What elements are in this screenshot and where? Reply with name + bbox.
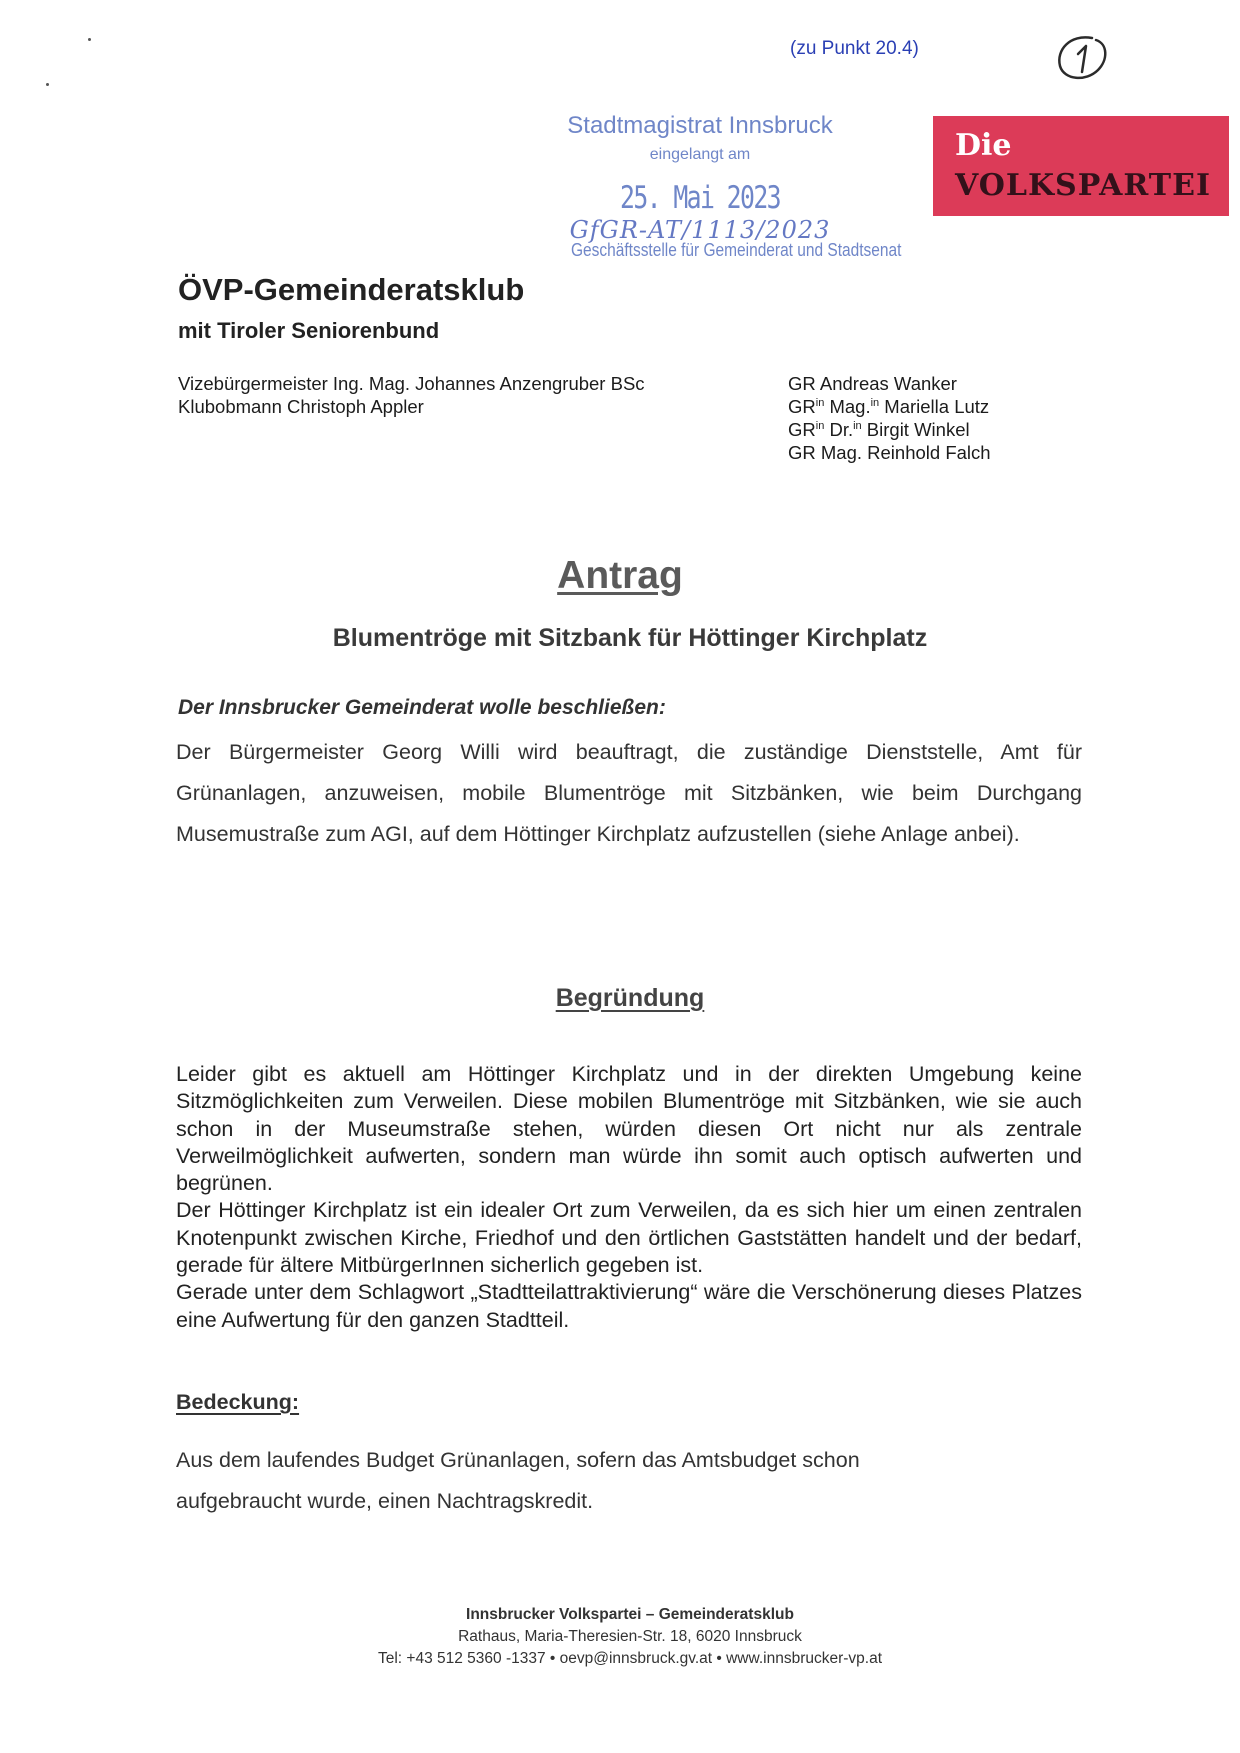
document-title: Antrag (557, 554, 683, 597)
signatory: $GR^{in}$ Mag.$^{in}$ Mariella Lutz (788, 396, 990, 417)
reasoning-paragraph: Leider gibt es aktuell am Höttinger Kirchplatz und in der direkten Umgebung keine Sitzmöglichkeiten zum Verweilen. Diese mobilen Blumentröge mit Sitzbänken, wie sie auch schon in der Museumstraße stehen, würden diesen Ort nicht nur als zentrale Verweilmöglichkeit aufwerten, sondern man würde ihn somit auch optisch aufwerten und begrünen. (176, 1062, 1082, 1196)
stamp-title: Stadtmagistrat Innsbruck (567, 112, 833, 139)
motion-text: Der Bürgermeister Georg Willi wird beauftragt, die zuständige Dienststelle, Amt für Grünanlagen, anzuweisen, mobile Blumentröge mit Sitzbänken, wie beim Durchgang Musemustraße zum AGI, auf dem Höttinger Kirchplatz aufzustellen (siehe Anlage anbei). (176, 740, 1082, 846)
stamp-office: Geschäftsstelle für Gemeinderat und Stadtsenat (571, 240, 902, 260)
reasoning-title: Begründung (555, 984, 705, 1012)
club-title: ÖVP-Gemeinderatsklub (178, 272, 525, 307)
signatory: GR Mag. Reinhold Falch (788, 442, 991, 463)
motion-heading: Der Innsbrucker Gemeinderat wolle beschließen: (178, 696, 666, 719)
signatory: GR Andreas Wanker (788, 373, 957, 394)
scan-speck (46, 83, 49, 86)
signatories-right (788, 372, 991, 464)
document-subtitle: Blumentröge mit Sitzbank für Höttinger Kirchplatz (332, 624, 928, 652)
reasoning-text (176, 1061, 1082, 1334)
scan-speck (88, 38, 91, 41)
reasoning-paragraph: Gerade unter dem Schlagwort „Stadtteilattraktivierung“ wäre die Verschönerung dieses Platzes eine Aufwertung für den ganzen Stadtteil. (176, 1280, 1082, 1332)
signatory: Vizebürgermeister Ing. Mag. Johannes Anzengruber BSc (178, 373, 645, 394)
club-subtitle: mit Tiroler Seniorenbund (178, 318, 440, 343)
signatories-left (178, 372, 645, 418)
footer-contact: Tel: +43 512 5360 -1337 • oevp@innsbruck.gv.at • www.innsbrucker-vp.at (377, 1650, 883, 1667)
footer-address: Rathaus, Maria-Theresien-Str. 18, 6020 Innsbruck (458, 1628, 802, 1645)
stamp-file-number: GfGR-AT/1113/2023 (569, 216, 831, 244)
stamp-date: 25. Mai 2023 (620, 180, 780, 216)
logo-line-2: VOLKSPARTEI (955, 168, 1211, 203)
agenda-reference: (zu Punkt 20.4) (790, 38, 919, 59)
signatory: $GR^{in}$ Dr.$^{in}$ Birgit Winkel (788, 419, 970, 440)
receipt-stamp (550, 112, 902, 262)
volkspartei-logo (933, 116, 1229, 216)
stamp-received-label: eingelangt am (649, 146, 751, 163)
handwritten-page-number (1052, 30, 1112, 84)
reasoning-paragraph: Der Höttinger Kirchplatz ist ein idealer Ort zum Verweilen, da es sich hier um einen zentralen Knotenpunkt zwischen Kirche, Friedhof und den örtlichen Gaststätten handelt und der bedarf, gerade für ältere MitbürgerInnen sicherlich gegeben ist. (176, 1198, 1082, 1278)
footer-organisation: Innsbrucker Volkspartei – Gemeinderatsklub (466, 1606, 794, 1623)
signatory: Klubobmann Christoph Appler (178, 396, 424, 417)
logo-line-1: Die (955, 128, 1012, 163)
coverage-text: Aus dem laufendes Budget Grünanlagen, sofern das Amtsbudget schon aufgebraucht wurde, einen Nachtragskredit. (176, 1448, 860, 1513)
footer (0, 1604, 1240, 1670)
coverage-title: Bedeckung: (176, 1390, 300, 1414)
